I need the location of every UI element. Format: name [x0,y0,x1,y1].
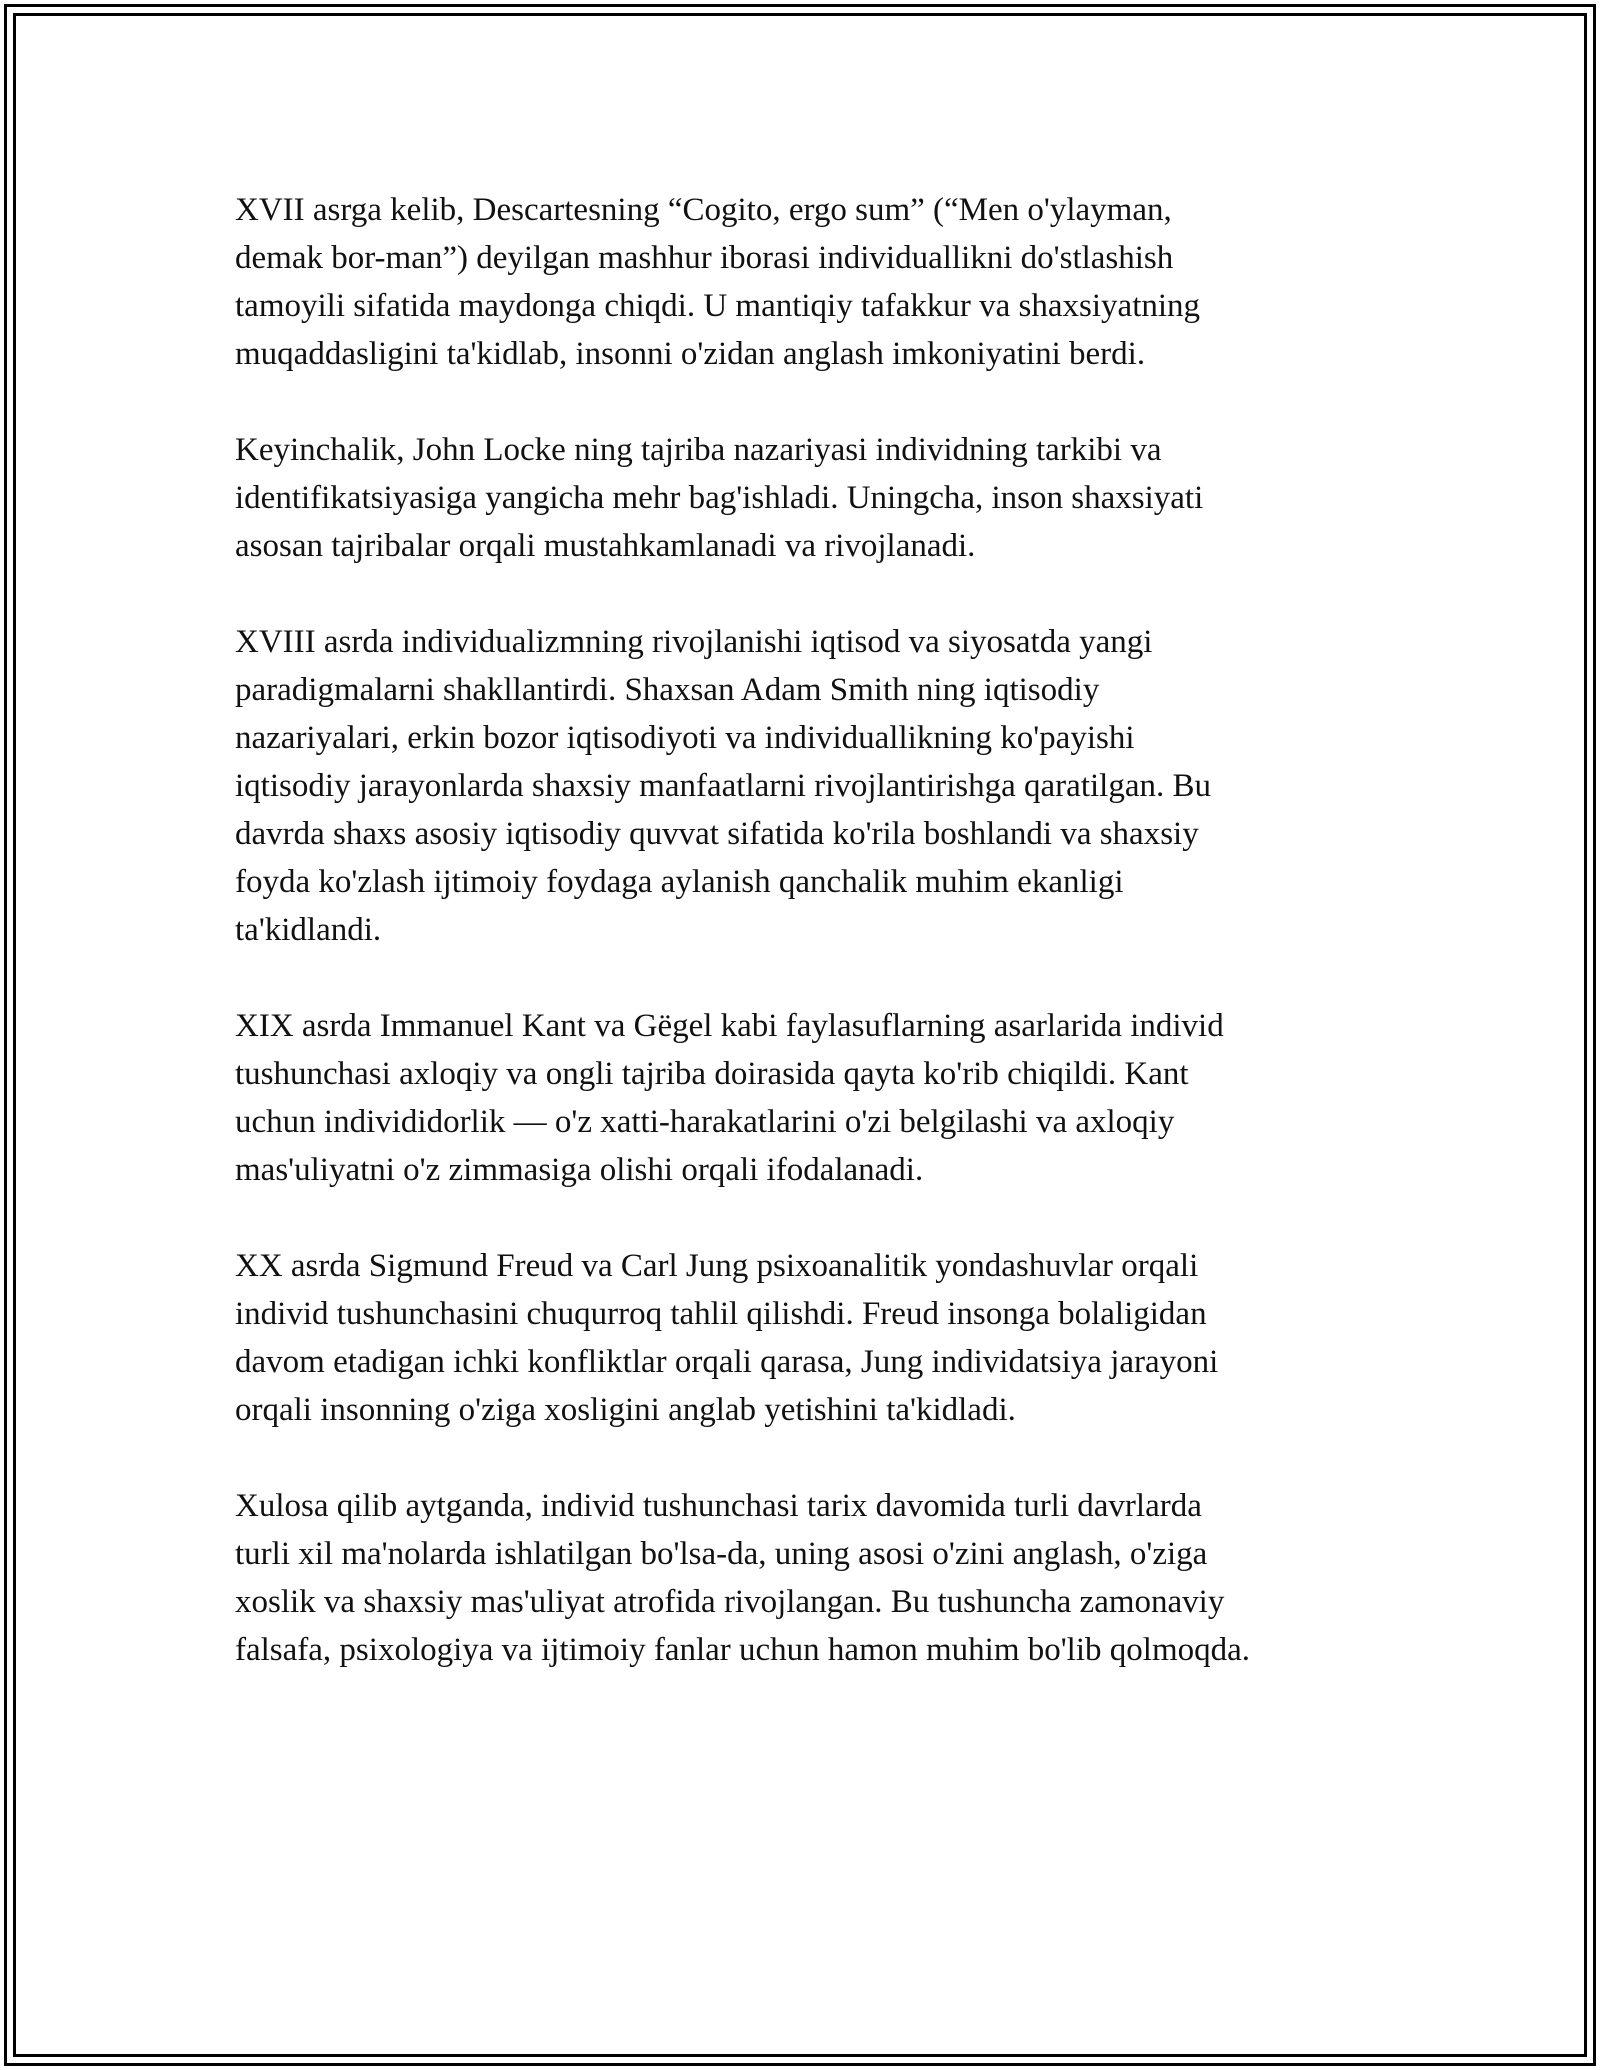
paragraph-descartes: XVII asrga kelib, Descartesning “Cogito, ergo sum” (“Men o'ylayman, demak bor-man”) deyilgan mashhur iborasi individuallikni do'stlashish tamoyili sifatida maydonga chiqdi. U mantiqiy tafakkur va shaxsiyatning muqaddasligini ta'kidlab, insonni o'zidan anglash imkoniyatini berdi. [235,192,1201,372]
document-body [235,186,1365,1674]
paragraph-kant: XIX asrda Immanuel Kant va Gëgel kabi faylasuflarning asarlarida individ tushunchasi axloqiy va ongli tajriba doirasida qayta ko'rib chiqildi. Kant uchun individidorlik — o'z xatti-harakatlarini o'zi belgilashi va axloqiy mas'uliyatni o'z zimmasiga olishi orqali ifodalanadi. [235,1008,1224,1188]
paragraph-smith: XVIII asrda individualizmning rivojlanishi iqtisod va siyosatda yangi paradigmalarni shakllantirdi. Shaxsan Adam Smith ning iqtisodiy nazariyalari, erkin bozor iqtisodiyoti va individuallikning ko'payishi iqtisodiy jarayonlarda shaxsiy manfaatlarni rivojlantirishga qaratilgan. Bu davrda shaxs asosiy iqtisodiy quvvat sifatida ko'rila boshlandi va shaxsiy foyda ko'zlash ijtimoiy foydaga aylanish qanchalik muhim ekanligi ta'kidlandi. [235,624,1211,948]
paragraph-freud-jung: XX asrda Sigmund Freud va Carl Jung psixoanalitik yondashuvlar orqali individ tushunchasini chuqurroq tahlil qilishdi. Freud insonga bolaligidan davom etadigan ichki konfliktlar orqali qarasa, Jung individatsiya jarayoni orqali insonning o'ziga xosligini anglab yetishini ta'kidladi. [235,1248,1219,1428]
paragraph-conclusion: Xulosa qilib aytganda, individ tushunchasi tarix davomida turli davrlarda turli xil ma'nolarda ishlatilgan bo'lsa-da, uning asosi o'zini anglash, o'ziga xoslik va shaxsiy mas'uliyat atrofida rivojlangan. Bu tushuncha zamonaviy falsafa, psixologiya va ijtimoiy fanlar uchun hamon muhim bo'lib qolmoqda. [235,1488,1251,1668]
paragraph-locke: Keyinchalik, John Locke ning tajriba nazariyasi individning tarkibi va identifikatsiyasiga yangicha mehr bag'ishladi. Uningcha, inson shaxsiyati asosan tajribalar orqali mustahkamlanadi va rivojlanadi. [235,432,1204,564]
